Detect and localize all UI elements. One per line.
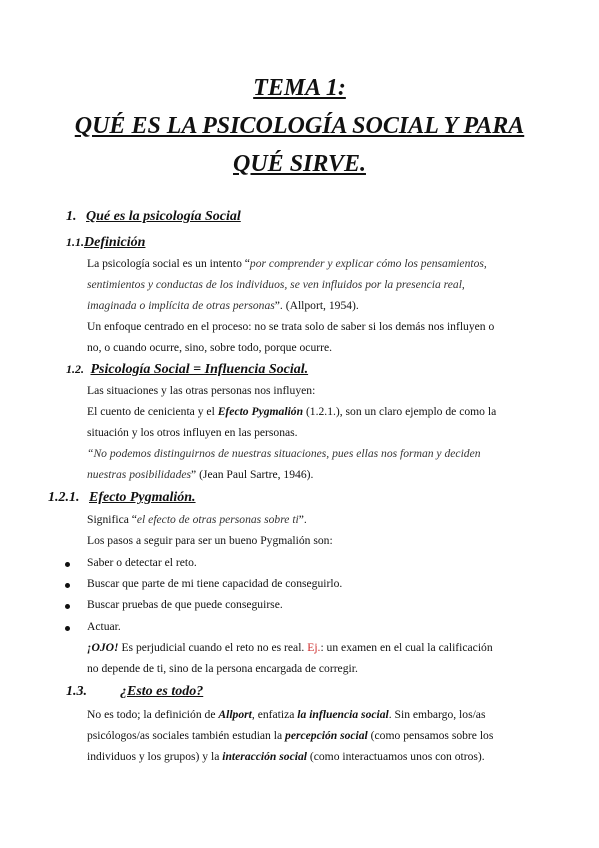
allport-line-3: [87, 749, 485, 765]
sartre-quote-end: nuestras posibilidades: [87, 468, 192, 481]
influence-line-3: situación y los otros influyen en las personas.: [87, 426, 298, 439]
section-1-2-number: 1.2.: [66, 362, 84, 376]
perception-text: psicólogos/as sociales también estudian la: [87, 729, 286, 742]
list-item: Actuar.: [87, 620, 121, 633]
social-interaction-term: interacción social: [222, 750, 307, 763]
bullet-icon: [65, 626, 70, 631]
allport-text-3: . Sin embargo, los/as: [388, 708, 486, 721]
influence-text-rest: (1.2.1.), son un claro ejemplo de como la: [303, 405, 497, 418]
section-1-2-1-number: 1.2.1.: [48, 490, 80, 505]
interaction-text: individuos y los grupos) y la: [87, 750, 223, 763]
section-1-3-heading: [66, 683, 204, 701]
document-title-line-2: QUÉ ES LA PSICOLOGÍA SOCIAL Y PARA: [74, 113, 525, 139]
example-label: Ej.: [307, 641, 321, 654]
section-1-number: 1.: [66, 209, 77, 224]
warning-line-1: [87, 640, 493, 656]
influence-text: El cuento de cenicienta y el: [87, 405, 218, 418]
sartre-citation: ” (Jean Paul Sartre, 1946).: [191, 468, 314, 481]
allport-line-2: [87, 728, 493, 744]
process-line-2: no, o cuando ocurre, sino, sobre todo, porque ocurre.: [87, 341, 333, 354]
allport-text: No es todo; la definición de: [87, 708, 219, 721]
pygmalion-meaning: [87, 512, 307, 528]
pygmalion-steps-intro: Los pasos a seguir para ser un bueno Pygmalión son:: [87, 534, 333, 547]
sartre-quote-line-1: “No podemos distinguirnos de nuestras situaciones, pues ellas nos forman y deciden: [87, 447, 481, 460]
definition-quote-end: imaginada o implícita de otras personas: [87, 299, 275, 312]
definition-quote: por comprender y explicar cómo los pensamientos,: [249, 257, 487, 270]
pygmalion-term: Efecto Pygmalión: [217, 405, 304, 418]
influence-line-2: [87, 404, 496, 420]
section-1-title: Qué es la psicología Social: [86, 209, 241, 224]
process-line-1: Un enfoque centrado en el proceso: no se trata solo de saber si los demás nos influyen o: [87, 320, 495, 333]
definition-citation: ”. (Allport, 1954).: [274, 299, 359, 312]
list-item: Buscar que parte de mi tiene capacidad de conseguirlo.: [87, 577, 343, 590]
allport-text-2: , enfatiza: [251, 708, 298, 721]
meaning-close: ”.: [298, 513, 307, 526]
definition-text: La psicología social es un intento “: [87, 257, 250, 270]
warning-text-rest: : un examen en el cual la calificación: [320, 641, 493, 654]
section-1-3-number: 1.3.: [66, 684, 87, 699]
allport-term: Allport: [218, 708, 252, 721]
influence-line-1: Las situaciones y las otras personas nos influyen:: [87, 384, 316, 397]
section-1-2-1-heading: [48, 489, 196, 507]
perception-text-rest: (como pensamos sobre los: [367, 729, 494, 742]
definition-line-3: [87, 298, 359, 314]
document-title-line-1: TEMA 1:: [253, 75, 346, 101]
warning-text: Es perjudicial cuando el reto no es real.: [118, 641, 308, 654]
meaning-text: Significa “: [87, 513, 137, 526]
definition-line-1: [87, 256, 487, 272]
definition-line-2: sentimientos y conductas de los individuos, se ven influidos por la presencia real,: [87, 278, 465, 291]
meaning-quote: el efecto de otras personas sobre ti: [136, 513, 299, 526]
list-item: Buscar pruebas de que puede conseguirse.: [87, 598, 283, 611]
allport-line-1: [87, 707, 485, 723]
bullet-icon: [65, 562, 70, 567]
section-1-2-title: Psicología Social = Influencia Social.: [90, 362, 309, 377]
section-1-2-1-title: Efecto Pygmalión.: [89, 490, 196, 505]
list-item: Saber o detectar el reto.: [87, 556, 197, 569]
warning-line-2: no depende de ti, sino de la persona encargada de corregir.: [87, 662, 358, 675]
sartre-quote-line-2: [87, 467, 313, 483]
section-1-1-number: 1.1.: [66, 235, 84, 249]
section-1-3-title: ¿Esto es todo?: [120, 684, 204, 699]
social-influence-term: la influencia social: [297, 708, 389, 721]
section-1-1-heading: [66, 233, 145, 252]
warning-label: ¡OJO!: [87, 641, 119, 654]
bullet-icon: [65, 583, 70, 588]
document-title-line-3: QUÉ SIRVE.: [233, 151, 366, 177]
social-perception-term: percepción social: [285, 729, 368, 742]
bullet-icon: [65, 604, 70, 609]
section-1-1-title: Definición: [84, 235, 146, 250]
section-1-heading: [66, 208, 241, 226]
section-1-2-heading: [66, 360, 308, 379]
interaction-text-rest: (como interactuamos unos con otros).: [306, 750, 485, 763]
